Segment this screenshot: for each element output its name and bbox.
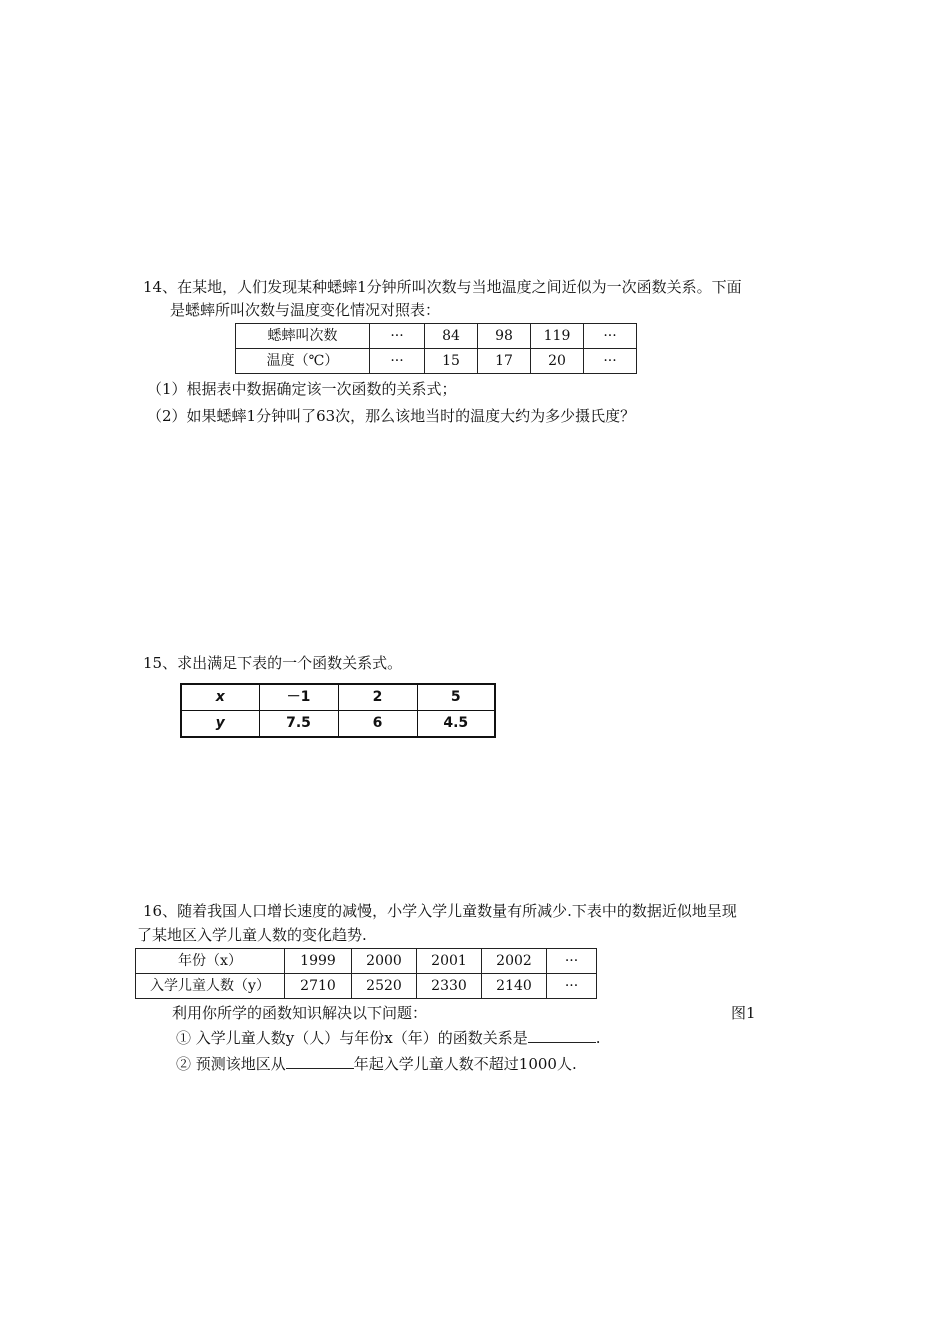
- table-cell: 15: [425, 349, 478, 374]
- table-cell: ···: [547, 949, 597, 974]
- table-cell: 2710: [285, 974, 352, 999]
- table-row: [181, 711, 495, 738]
- table-cell: ···: [584, 349, 637, 374]
- q16-line1: 16、随着我国人口增长速度的减慢，小学入学儿童数量有所减少.下表中的数据近似地呈现: [143, 902, 737, 920]
- table-cell: 20: [531, 349, 584, 374]
- table-cell: x: [181, 684, 259, 711]
- table-cell: ···: [370, 324, 425, 349]
- table-cell: 6: [338, 711, 417, 738]
- table-cell: ···: [370, 349, 425, 374]
- q16-table: [135, 948, 597, 999]
- table-row: [181, 684, 495, 711]
- q16-item1-text: ① 入学儿童人数y（人）与年份x（年）的函数关系是: [176, 1029, 528, 1047]
- table-row: [136, 949, 597, 974]
- q16-item1: [176, 1027, 601, 1049]
- table-cell: 2001: [417, 949, 482, 974]
- table-cell: y: [181, 711, 259, 738]
- table-cell: 5: [417, 684, 495, 711]
- table-cell: 入学儿童人数（y）: [136, 974, 285, 999]
- q15-line1: 15、求出满足下表的一个函数关系式。: [143, 654, 403, 672]
- table-cell: 2140: [482, 974, 547, 999]
- q16-intro: 利用你所学的函数知识解决以下问题：: [172, 1004, 428, 1022]
- answer-blank[interactable]: [528, 1027, 596, 1043]
- table-cell: 1999: [285, 949, 352, 974]
- q16-item1-end: .: [595, 1029, 601, 1047]
- q14-table: [235, 323, 637, 374]
- q14-sub2: （2）如果蟋蟀1分钟叫了63次，那么该地当时的温度大约为多少摄氏度？: [147, 407, 636, 425]
- q14-line1: 14、在某地，人们发现某种蟋蟀1分钟所叫次数与当地温度之间近似为一次函数关系。下面: [143, 278, 742, 296]
- table-cell: 7.5: [259, 711, 338, 738]
- figure-label: 图1: [731, 1004, 756, 1022]
- q16-item2-text: ② 预测该地区从: [176, 1055, 286, 1073]
- table-cell: 4.5: [417, 711, 495, 738]
- answer-blank[interactable]: [286, 1053, 354, 1069]
- q14-line2: 是蟋蟀所叫次数与温度变化情况对照表：: [170, 301, 441, 319]
- q15-table: [180, 683, 496, 738]
- table-row: [136, 974, 597, 999]
- table-cell: 119: [531, 324, 584, 349]
- table-cell: ···: [584, 324, 637, 349]
- q16-item2: [176, 1053, 577, 1075]
- table-cell: 84: [425, 324, 478, 349]
- q14-sub1: （1）根据表中数据确定该一次函数的关系式；: [147, 380, 457, 398]
- q16-item2-end: 年起入学儿童人数不超过1000人.: [353, 1055, 577, 1073]
- table-cell: ···: [547, 974, 597, 999]
- table-cell: 2002: [482, 949, 547, 974]
- table-cell: －1: [259, 684, 338, 711]
- table-row: [236, 349, 637, 374]
- table-cell: 2520: [352, 974, 417, 999]
- table-cell: 年份（x）: [136, 949, 285, 974]
- table-cell: 98: [478, 324, 531, 349]
- table-cell: 2000: [352, 949, 417, 974]
- table-row: [236, 324, 637, 349]
- table-cell: 17: [478, 349, 531, 374]
- table-cell: 蟋蟀叫次数: [236, 324, 370, 349]
- q16-line2: 了某地区入学儿童人数的变化趋势.: [137, 926, 367, 944]
- table-cell: 温度（℃）: [236, 349, 370, 374]
- table-cell: 2: [338, 684, 417, 711]
- table-cell: 2330: [417, 974, 482, 999]
